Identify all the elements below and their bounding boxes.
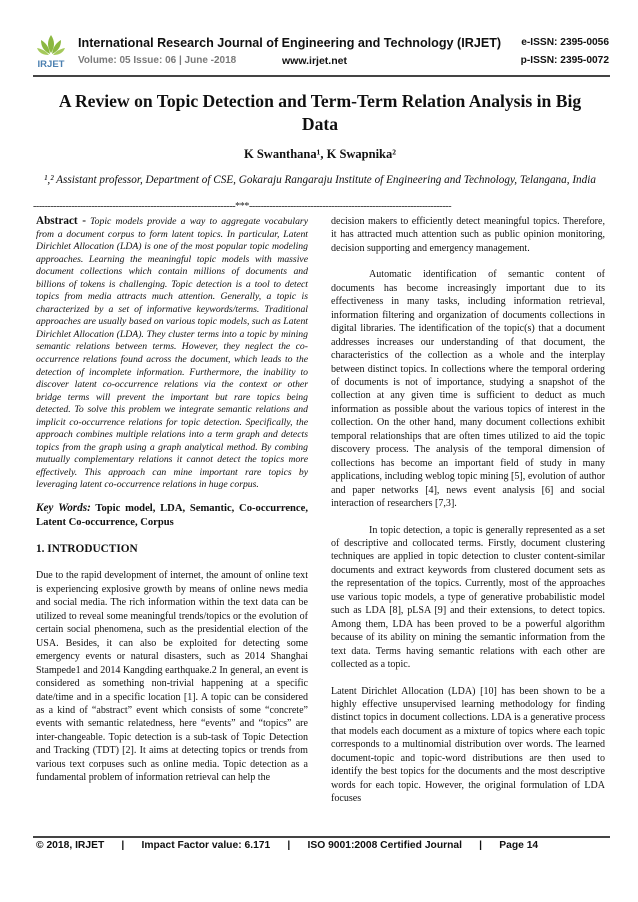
page-footer: © 2018, IRJET | Impact Factor value: 6.171 | ISO 9001:2008 Certified Journal | Page 14 <box>36 840 539 851</box>
footer-copyright: © 2018, IRJET <box>36 840 105 851</box>
logo-text: IRJET <box>37 59 65 70</box>
abstract-text: Topic models provide a way to aggregate vocabulary from a document corpus to form latent topics. In particular, Latent Dirichlet Allocation (LDA) is one of the most popular topic modeling approaches. Learning the meaningful topic models with massive document collections which contain millions of documents and billions of tokens is challenging. Topic detection is a tool to detect topics from media attracts much attention. Generally, a topic is characterized by a set of informative keywords/terms. Traditional approaches are usually based on various topic models, such as Latent Dirichlet Allocation (LDA). They cluster terms into a topic by mining semantic relations between terms. However, they neglect the co-occurrence relations found across the document, which leads to the detection of incomplete information. Furthermore, the inability to discover latent co-occurrence relations via the context or other bridge terms will prevent the important but rare topics being detected. To solve this problem we integrate semantic relations and implicit co-occurrence relations for topic detection. Specifically, the approach combines multiple relations into a term graph and detects topics from the graph using a graph analytical method. By combing mutually complementary relations it cannot detect the topics more effectively. This approach can mine important rare topics by leveraging latent co-occurrence relations in huge corpus. <box>36 216 309 491</box>
intro-paragraph-4: Latent Dirichlet Allocation (LDA) [10] has been shown to be a highly effective unsupervised learning methodology for finding distinct topics in document collections. LDA is a generative process that models each document as a mixture of topics where each topic corresponds to a multinomial distribution over words. The learned document-topic and topic-word distributions are then used to identify the best topics for the documents and the most descriptive words for each topic. However, the original formulation of LDA focuses <box>331 685 605 805</box>
keywords <box>36 502 308 529</box>
author-affiliation: ¹,² Assistant professor, Department of CSE, Gokaraju Rangaraju Institute of Engineering and Technology, Telangana, India <box>44 174 596 186</box>
paper-authors: K Swanthana¹, K Swapnika² <box>244 147 396 161</box>
header-rule <box>33 75 610 77</box>
pissn: p-ISSN: 2395-0072 <box>520 55 609 66</box>
footer-rule <box>33 836 610 838</box>
intro-heading: 1. INTRODUCTION <box>36 543 138 556</box>
eissn: e-ISSN: 2395-0056 <box>521 37 609 48</box>
intro-paragraph-1: Due to the rapid development of internet, the amount of online text is experiencing explosive growth by means of online news media and social media. The rich information within the text data can be utilized to reveal some meaningful trends/topics or the evolution of certain social phenomena, such as the presidential election of the USA. Besides, it can also be exploited for detecting some emergency events or natural disasters, such as 2014 Shanghai Stampede1 and 2014 Kangding earthquake.2 In general, an event is considered as something non-trivial happening at a specific date/time and in a specific location [1]. A topic can be considered as a kind of “abstract” event which consists of some “concrete” events with semantic relatedness, here “events” and “topics” are inter-changeable. Topic detection is a sub-task of Topic Detection and Tracking (TDT) [2]. It aims at detecting topics or trends from various text corpuses such as online media. Topic detection as a fundamental problem of information retrieval can help the <box>36 570 308 784</box>
abstract-label: Abstract - <box>36 215 86 227</box>
irjet-logo-icon <box>34 32 68 72</box>
keywords-label: Key Words: <box>36 502 91 515</box>
journal-website-link[interactable]: www.irjet.net <box>282 55 347 67</box>
keywords-text: Topic model, LDA, Semantic, Co-occurrence, Latent Co-occurrence, Corpus <box>36 503 308 528</box>
abstract <box>36 215 308 492</box>
footer-iso: ISO 9001:2008 Certified Journal <box>307 840 463 851</box>
volume-issue: Volume: 05 Issue: 06 | June -2018 <box>78 55 237 66</box>
footer-page-number: Page 14 <box>499 840 539 851</box>
left-column <box>36 215 308 785</box>
section-divider: ---------------------------------------------------------------------***--------------------------------------------------------------------- <box>33 201 452 212</box>
journal-header <box>34 32 609 72</box>
intro-paragraph-1-continued: decision makers to efficiently detect meaningful topics. Therefore, it has attracted much attention such as public opinion monitoring, decision supporting and emergency management. <box>331 216 605 254</box>
right-column <box>331 215 605 806</box>
intro-paragraph-2: Automatic identification of semantic content of documents has become increasingly important due to its effectiveness in many tasks, including information retrieval, information filtering and organization of documents collections in digital libraries. The identification of the topic(s) that a document addresses increases our understanding of that document, the characteristics of the collection as a whole and the interplay between distinct topics. In collections where the temporal ordering of documents is not of importance, studying a snapshot of the collection at any given time is sufficient to deduct as much information as possible about the various topics of interest in the collection. On the other hand, many document collections exhibit temporal relationships that are often times utilized to aid the topic discovery process. The analysis of the temporal dimension of collections has become an important field of study in many applications, including weblog topic mining [5], evolution of author and paper networks [4], news event analysis [6] and social interaction of researchers [7,3]. <box>331 269 605 510</box>
intro-paragraph-3: In topic detection, a topic is generally represented as a set of descriptive and collocated terms. Firstly, document clustering techniques are applied in topic detection to cluster content-similar documents and extract keywords from clustered document sets as the representation of the topics. Currently, most of the approaches use various topic models, a type of generative probabilistic model such as LDA [8], pLSA [9] and their extensions, to detect topics. Among them, LDA has been proved to be a powerful algorithm because of its ability on mining the semantic information from the text data. Terms having semantic relations with each other are collected as a topic. <box>331 524 605 671</box>
footer-impact: Impact Factor value: 6.171 <box>141 840 271 851</box>
journal-title: International Research Journal of Engineering and Technology (IRJET) <box>78 36 502 50</box>
paper-title: A Review on Topic Detection and Term-Term Relation Analysis in Big Data <box>58 91 582 134</box>
